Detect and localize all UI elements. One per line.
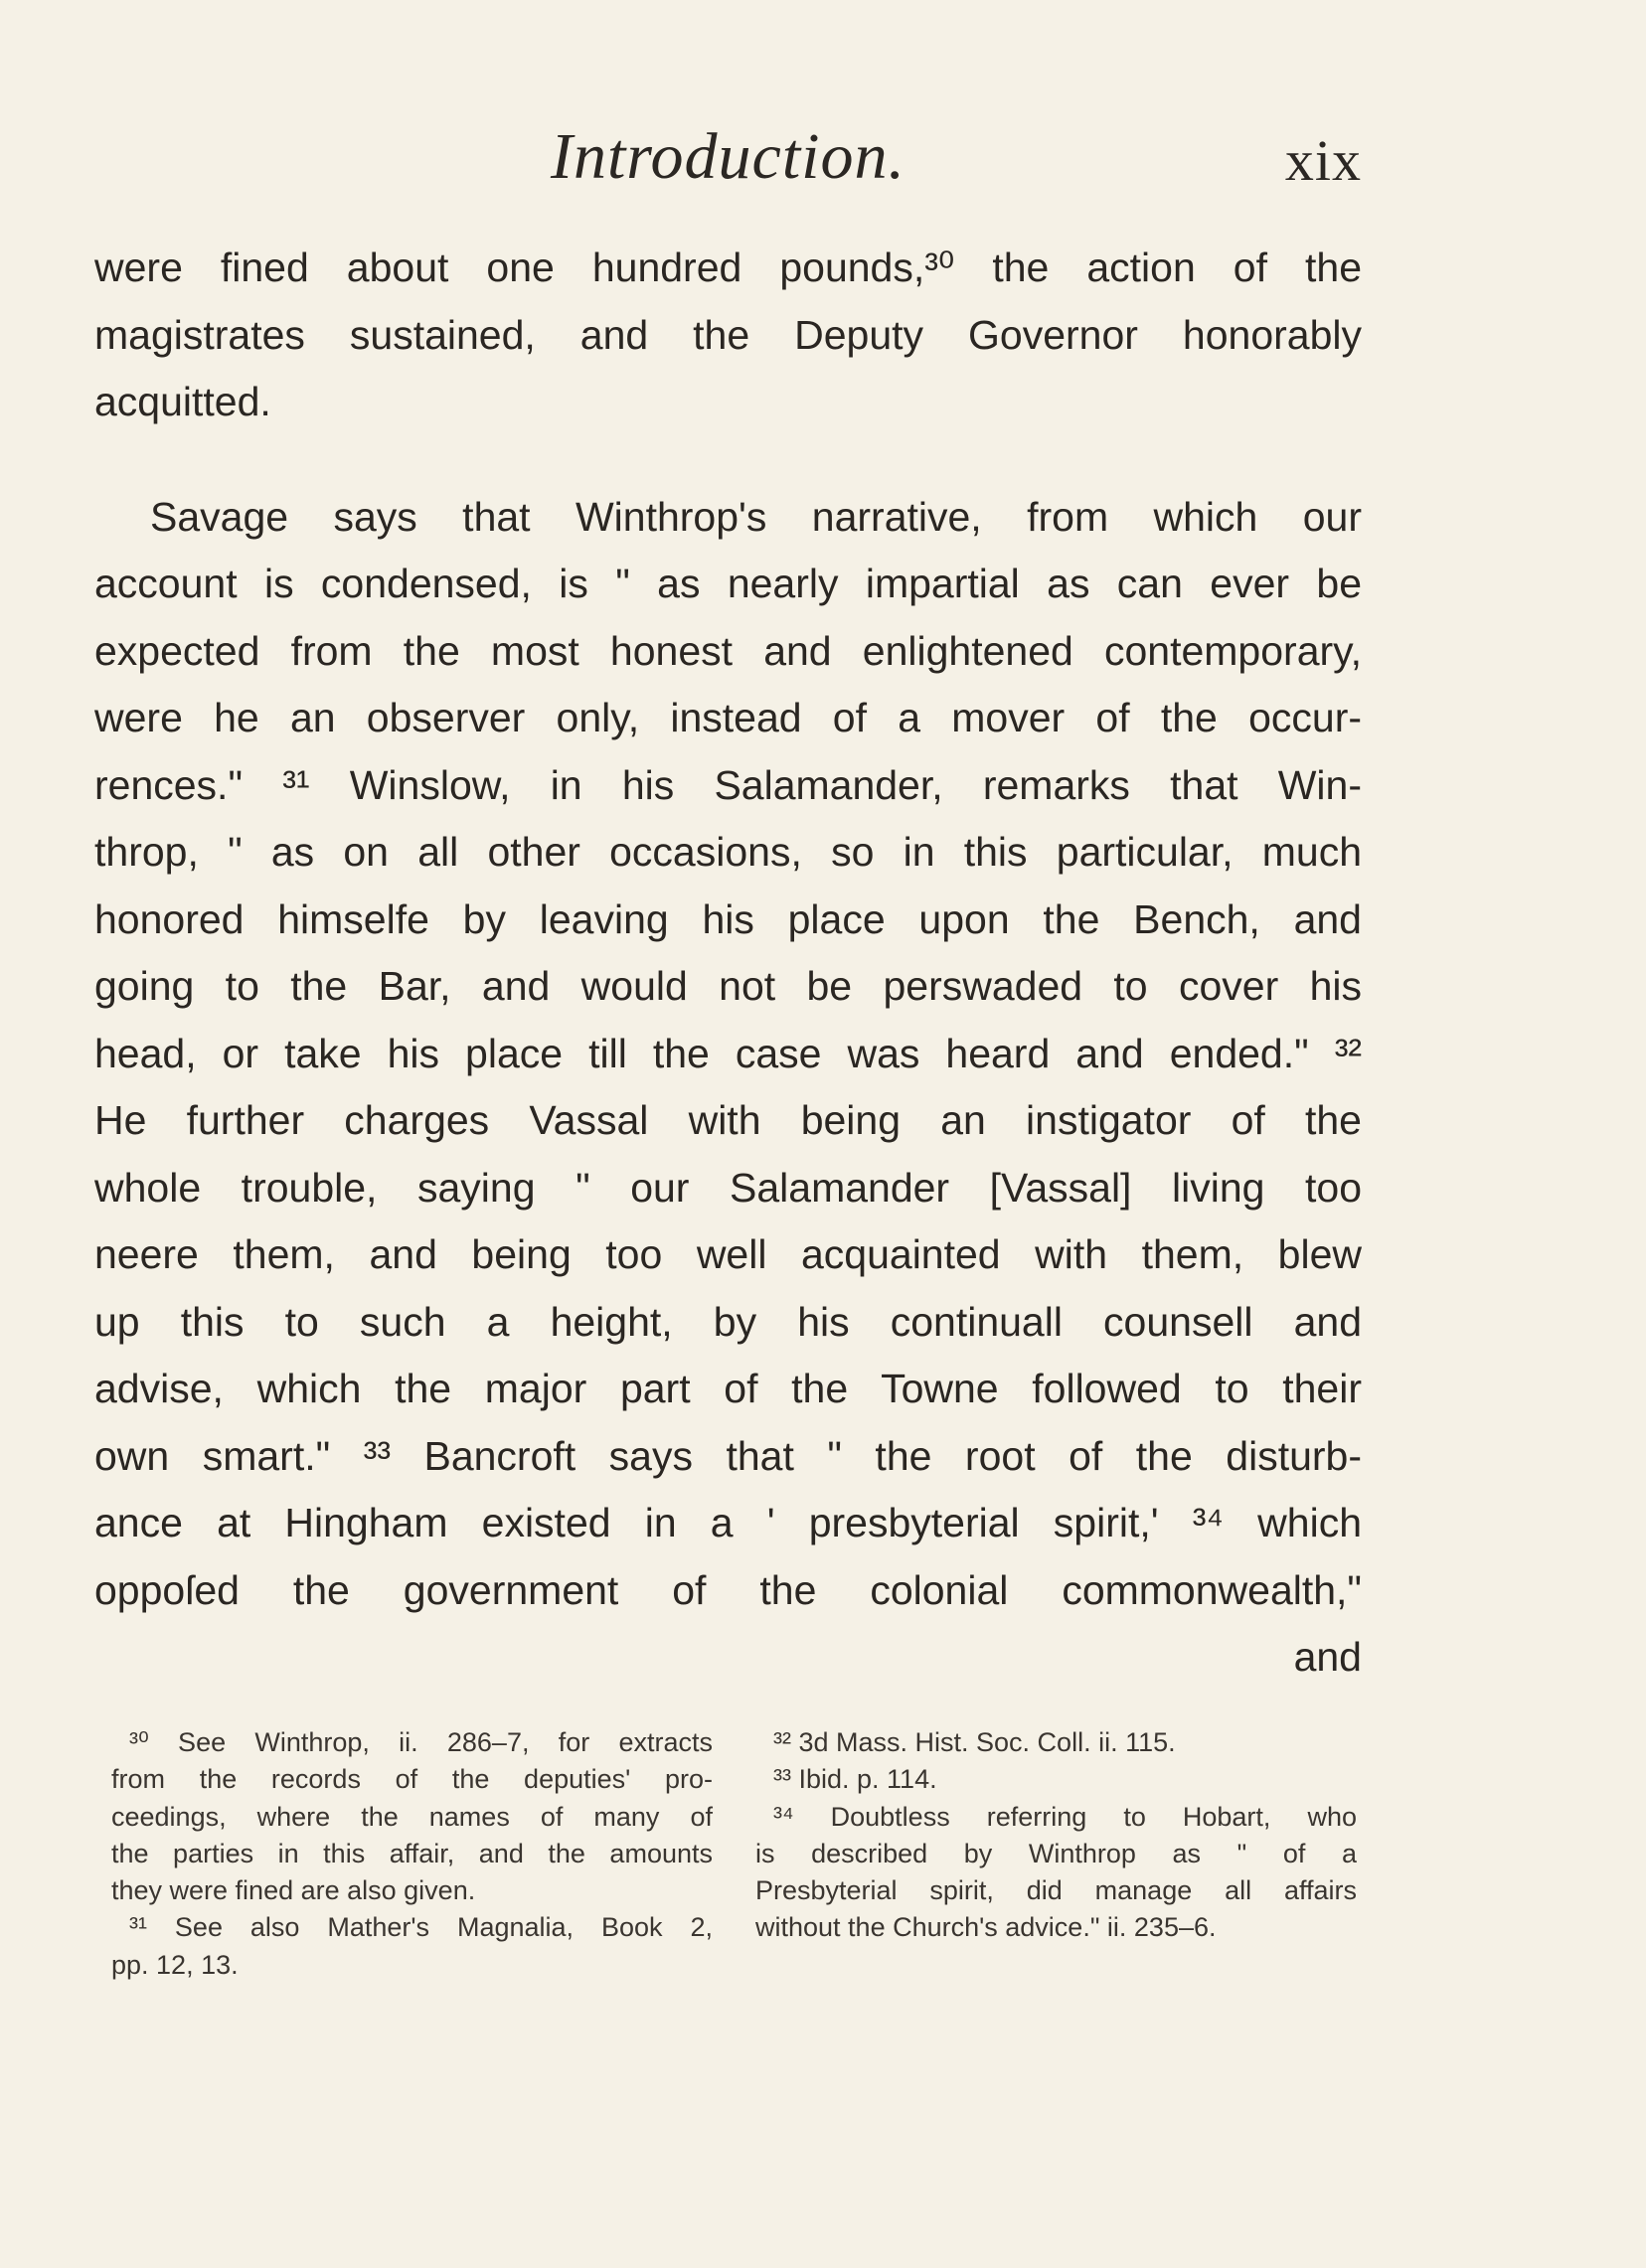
footnote-line: pp. 12, 13. [111, 1949, 239, 1980]
text-line: advise, which the major part of the Towne followed to their [94, 1366, 1362, 1411]
text-line: neere them, and being too well acquainted with them, blew [94, 1231, 1362, 1277]
page-number: xix [1284, 128, 1362, 193]
text-line: up this to such a height, by his continuall counsell and [94, 1298, 1362, 1345]
text-line: account is condensed, is " as nearly impartial as can ever be [94, 561, 1362, 606]
running-title: Introduction. [550, 120, 906, 193]
footnote-line: they were fined are also given. [111, 1875, 476, 1906]
text-line: whole trouble, saying " our Salamander [Vassal] living too [94, 1164, 1362, 1211]
text-line: going to the Bar, and would not be perswaded to cover his [94, 963, 1362, 1009]
main-text [94, 235, 1362, 1692]
footnote-line: from the records of the deputies' pro- [111, 1764, 713, 1795]
text-line: honored himselfe by leaving his place upon the Bench, and [94, 895, 1362, 942]
text-line: head, or take his place till the case was heard and ended." ³² [94, 1030, 1362, 1076]
footnote-line: without the Church's advice." ii. 235–6. [755, 1912, 1217, 1943]
text-line: own smart." ³³ Bancroft says that " the root of the disturb- [94, 1432, 1362, 1479]
footnotes-left-column [111, 1724, 713, 1984]
paragraph-gap [94, 436, 1362, 484]
footnote-line: Presbyterial spirit, did manage all affairs [755, 1875, 1357, 1906]
text-line: He further charges Vassal with being an instigator of the [94, 1097, 1362, 1143]
footnote-line: ³⁰ See Winthrop, ii. 286–7, for extracts [129, 1727, 713, 1757]
footnote-line: ceedings, where the names of many of [111, 1801, 713, 1832]
footnote-line: ³⁴ Doubtless referring to Hobart, who [773, 1801, 1357, 1832]
text-line: acquitted. [94, 379, 271, 424]
footnotes-right-column [755, 1724, 1357, 1984]
text-line: oppoſed the government of the colonial commonwealth," [94, 1566, 1362, 1613]
catchword: and [1293, 1634, 1362, 1680]
footnote-line: the parties in this affair, and the amounts [111, 1838, 713, 1868]
text-line: rences." ³¹ Winslow, in his Salamander, remarks that Win- [94, 761, 1362, 808]
footnotes [111, 1724, 1357, 1984]
footnote-line: ³¹ See also Mather's Magnalia, Book 2, [129, 1912, 713, 1943]
footnote-line: ³² 3d Mass. Hist. Soc. Coll. ii. 115. [773, 1727, 1176, 1757]
text-line: magistrates sustained, and the Deputy Governor honorably [94, 311, 1362, 358]
text-line: expected from the most honest and enlightened contemporary, [94, 627, 1362, 674]
text-line: throp, " as on all other occasions, so in this particular, much [94, 829, 1362, 875]
text-line: were fined about one hundred pounds,³⁰ the action of the [94, 244, 1362, 290]
footnote-line: ³³ Ibid. p. 114. [773, 1764, 937, 1795]
page-header [94, 119, 1362, 199]
text-line: were he an observer only, instead of a mover of the occur- [94, 695, 1362, 740]
footnote-line: is described by Winthrop as " of a [755, 1838, 1357, 1868]
text-line: ance at Hingham existed in a ' presbyterial spirit,' ³⁴ which [94, 1500, 1362, 1545]
text-line: Savage says that Winthrop's narrative, from which our [150, 493, 1362, 540]
